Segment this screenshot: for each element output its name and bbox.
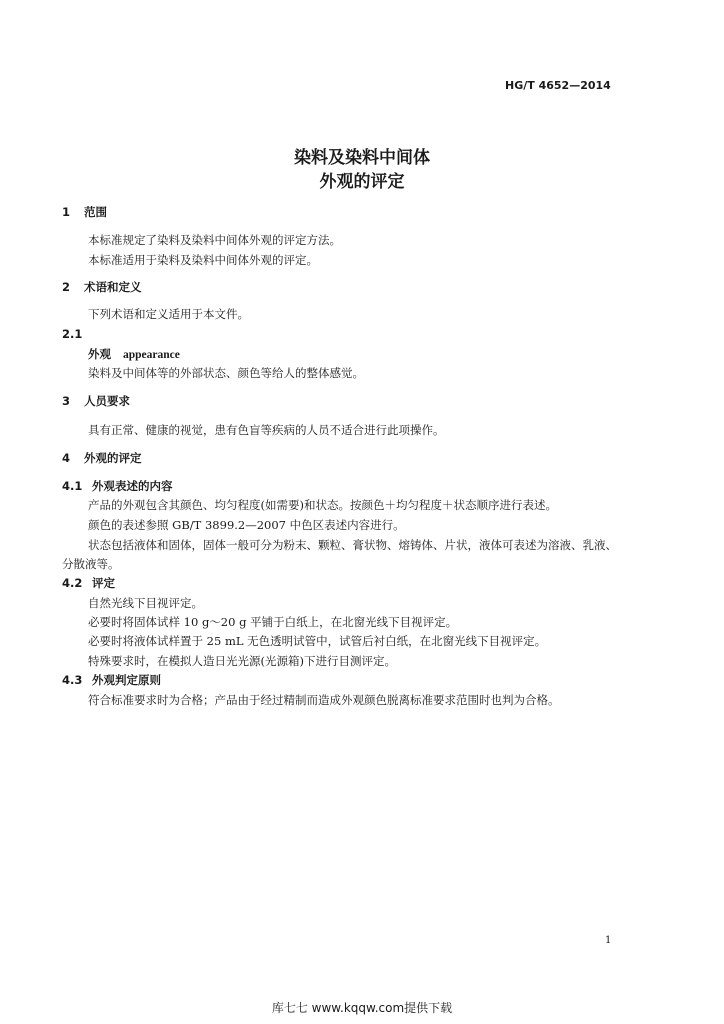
document-title-line2: 外观的评定 xyxy=(319,172,405,192)
term-heading xyxy=(88,346,180,362)
section-4-heading xyxy=(62,450,142,466)
section-2-1-number: 2.1 xyxy=(62,327,83,341)
section-number: 4.2 xyxy=(62,576,83,590)
paragraph: 必要时将液体试样置于 25 mL 无色透明试管中，试管后衬白纸，在北窗光线下目视评定。 xyxy=(88,634,547,648)
section-4-2-heading xyxy=(62,575,115,591)
section-number: 1 xyxy=(62,205,71,219)
document-title-line1: 染料及染料中间体 xyxy=(294,148,430,168)
section-number: 4.3 xyxy=(62,673,83,687)
section-title: 外观的评定 xyxy=(84,451,142,465)
paragraph: 必要时将固体试样 10 g～20 g 平铺于白纸上，在北窗光线下目视评定。 xyxy=(88,615,458,629)
download-footer: 库七七 www.kqqw.com提供下载 xyxy=(271,1001,453,1015)
section-title: 人员要求 xyxy=(84,394,130,408)
section-number: 2 xyxy=(62,280,71,294)
section-4-1-heading xyxy=(62,478,173,494)
paragraph-continuation: 分散液等。 xyxy=(62,557,120,571)
paragraph: 状态包括液体和固体，固体一般可分为粉末、颗粒、膏状物、熔铸体、片状，液体可表述为溶液、乳液、 xyxy=(88,538,617,552)
section-number: 4 xyxy=(62,451,71,465)
term-chinese: 外观 xyxy=(88,347,111,361)
section-number: 3 xyxy=(62,394,71,408)
paragraph: 具有正常、健康的视觉，患有色盲等疾病的人员不适合进行此项操作。 xyxy=(88,423,445,437)
section-title: 术语和定义 xyxy=(84,280,142,294)
section-title: 外观判定原则 xyxy=(92,673,161,687)
paragraph: 自然光线下目视评定。 xyxy=(88,596,203,610)
term-definition: 染料及中间体等的外部状态、颜色等给人的整体感觉。 xyxy=(88,366,364,380)
paragraph: 产品的外观包含其颜色、均匀程度(如需要)和状态。按颜色＋均匀程度＋状态顺序进行表述。 xyxy=(88,498,557,512)
section-2-heading xyxy=(62,279,142,295)
section-title: 评定 xyxy=(92,576,115,590)
standard-number: HG/T 4652—2014 xyxy=(505,79,611,92)
paragraph: 颜色的表述参照 GB/T 3899.2—2007 中色区表述内容进行。 xyxy=(88,518,405,532)
page-number: 1 xyxy=(605,935,612,946)
section-title: 外观表述的内容 xyxy=(92,479,173,493)
paragraph: 符合标准要求时为合格；产品由于经过精制而造成外观颜色脱离标准要求范围时也判为合格。 xyxy=(88,693,560,707)
section-1-heading xyxy=(62,204,107,220)
paragraph: 本标准适用于染料及染料中间体外观的评定。 xyxy=(88,253,318,267)
paragraph: 下列术语和定义适用于本文件。 xyxy=(88,307,249,321)
section-3-heading xyxy=(62,393,130,409)
term-english: appearance xyxy=(123,349,180,361)
section-4-3-heading xyxy=(62,672,161,688)
paragraph: 特殊要求时，在模拟人造日光光源(光源箱)下进行目测评定。 xyxy=(88,654,396,668)
section-number: 4.1 xyxy=(62,479,83,493)
paragraph: 本标准规定了染料及染料中间体外观的评定方法。 xyxy=(88,233,341,247)
section-title: 范围 xyxy=(84,205,107,219)
